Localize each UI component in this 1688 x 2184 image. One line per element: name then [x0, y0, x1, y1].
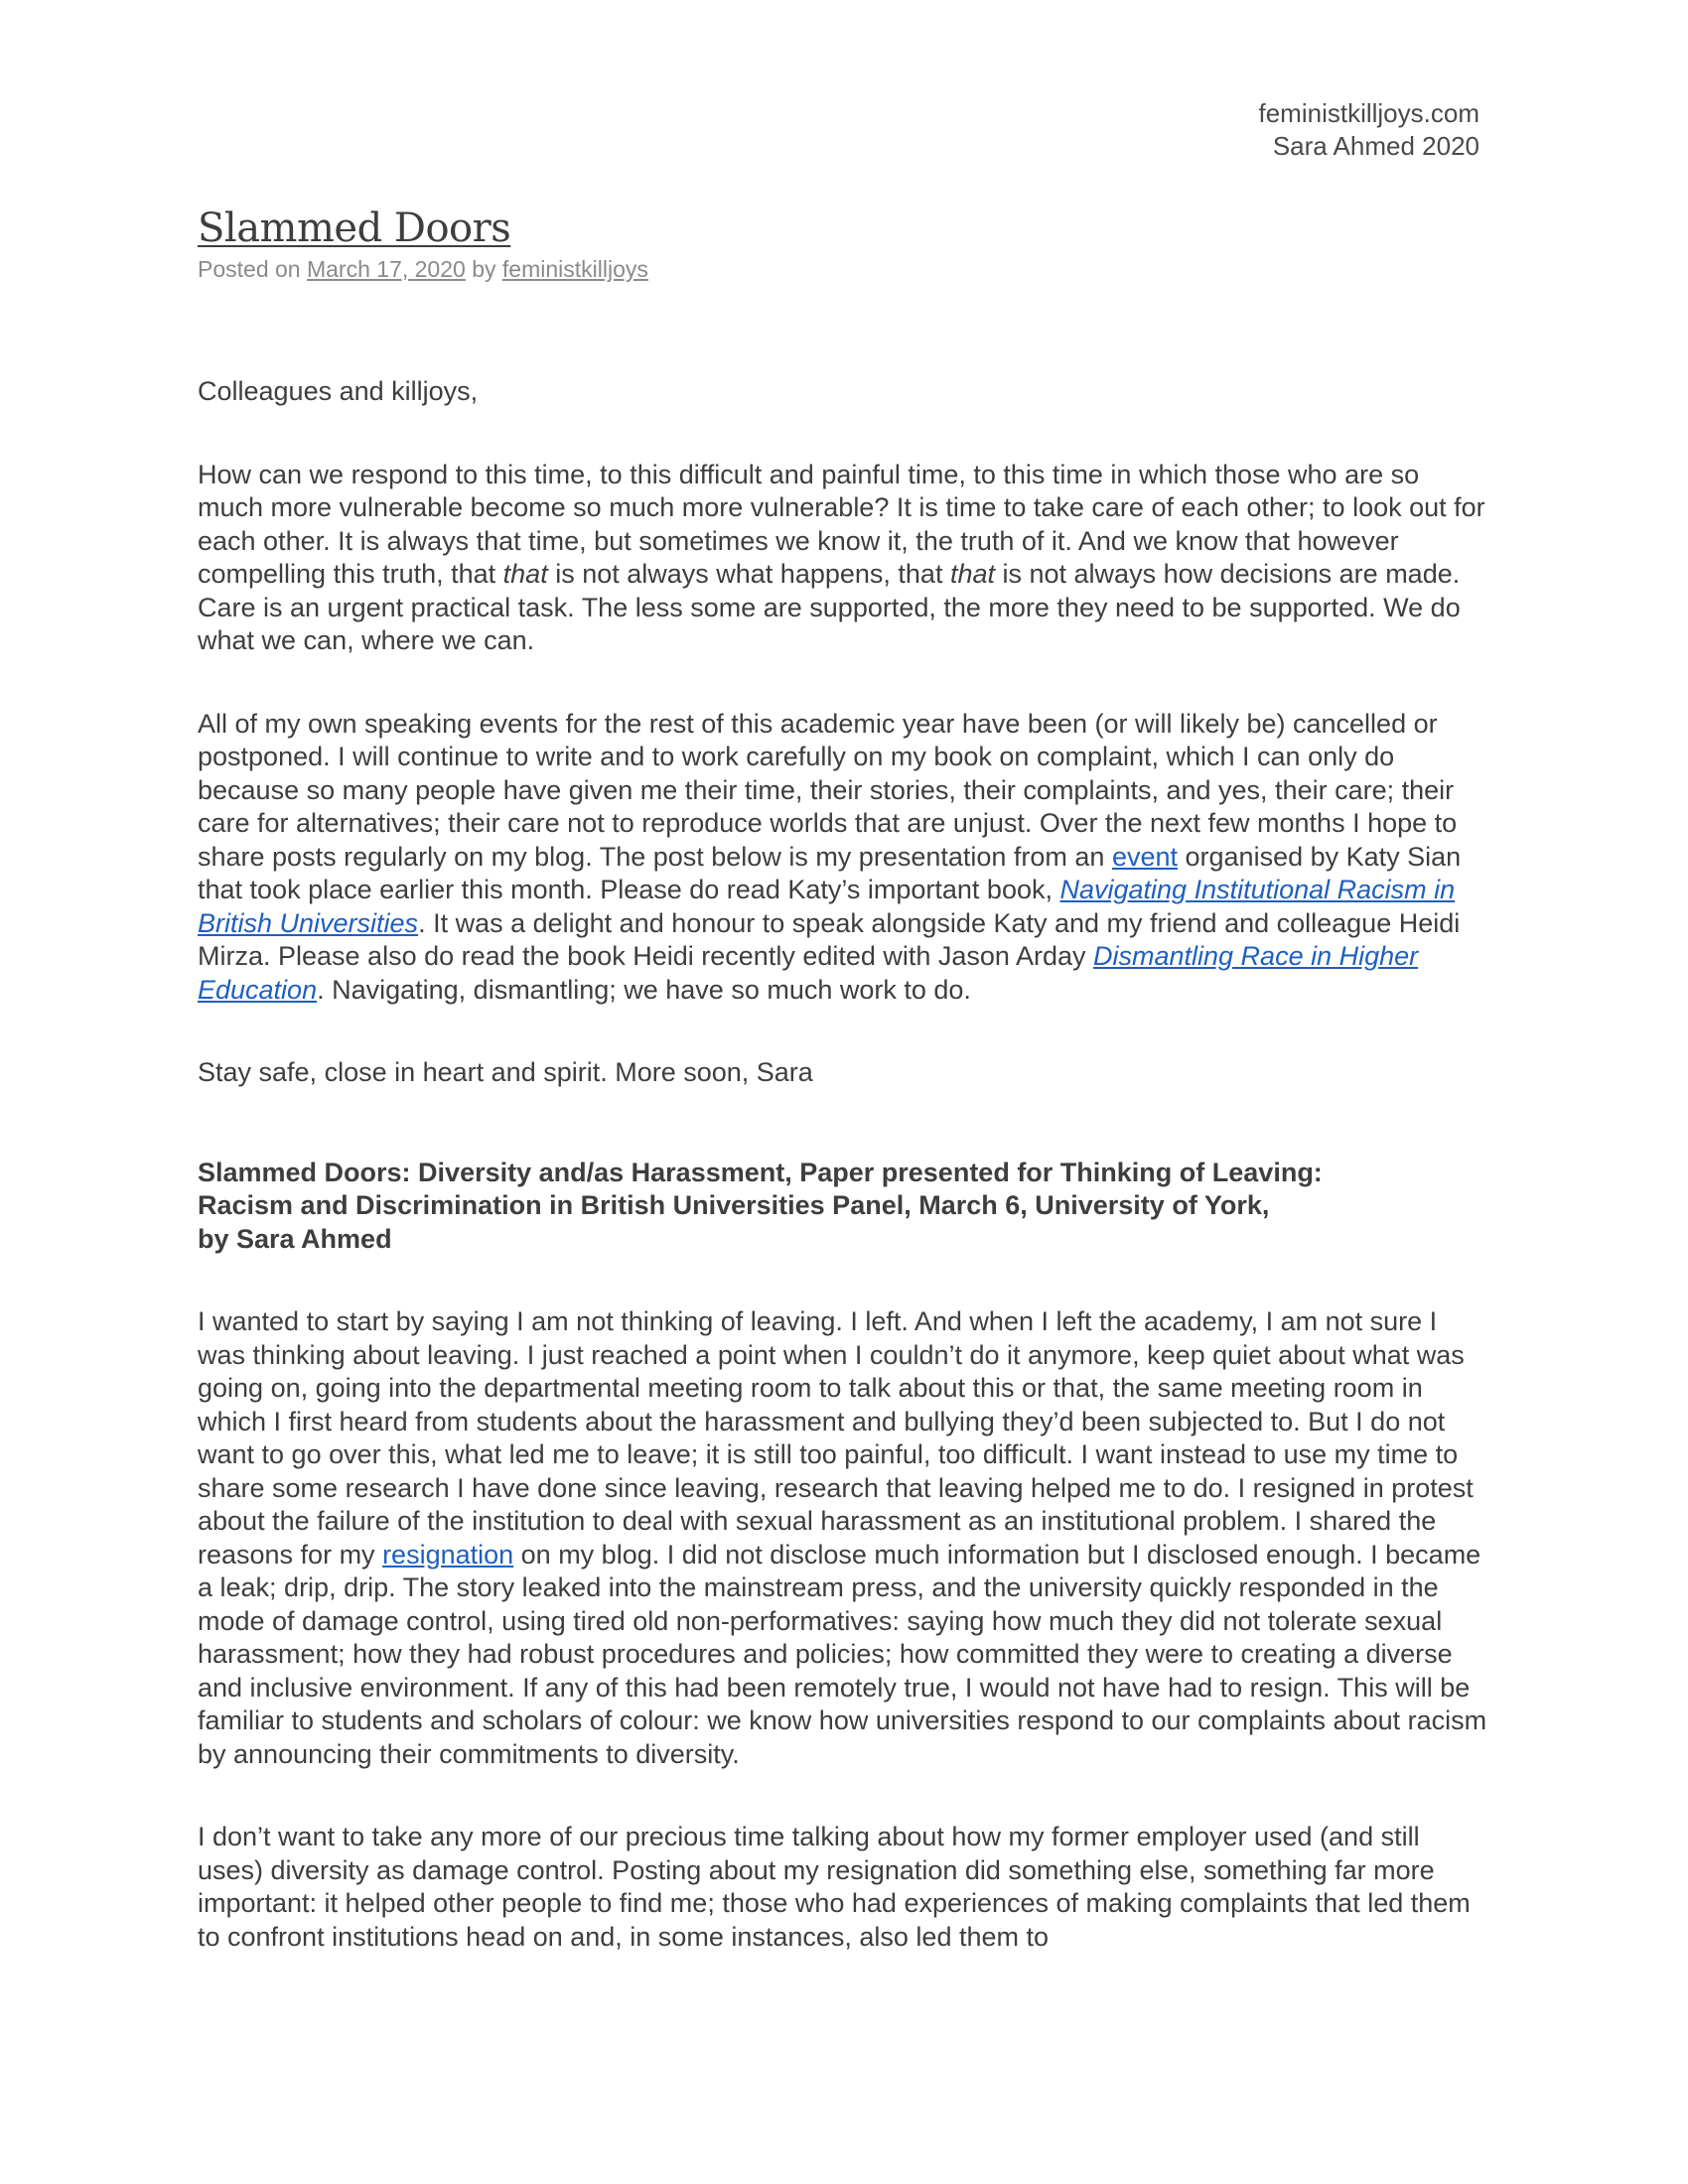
p1-emphasis-1: that [502, 559, 548, 589]
paper-heading-line-3: by Sara Ahmed [198, 1223, 392, 1254]
p2-text-c: . It was a delight and honour to speak alongside Katy and my friend and colleague Heidi Mirza. Please also do read the book Heidi recently edited with Jason Arday [198, 907, 1461, 971]
paper-heading-line-2: Racism and Discrimination in British Universities Panel, March 6, University of York, [198, 1190, 1270, 1220]
post-meta [198, 254, 1490, 284]
meta-prefix: Posted on [198, 256, 301, 282]
p1-emphasis-2: that [949, 559, 995, 589]
paragraph-1 [198, 459, 1490, 658]
event-link[interactable]: event [1111, 841, 1179, 872]
post-author-link[interactable]: feministkilljoys [501, 256, 648, 282]
salutation: Colleagues and killjoys, [198, 376, 479, 406]
p1-text-c: is not always how decisions are made. Care is an urgent practical task. The less some are supported, the more they need to be supported. We do what we can, where we can. [198, 559, 1461, 655]
page-header [1259, 97, 1480, 163]
paper-heading-line-1: Slammed Doors: Diversity and/as Harassment, Paper presented for Thinking of Leaving: [198, 1157, 1323, 1187]
p1-text-a: How can we respond to this time, to this difficult and painful time, to this time in which those who are so much more vulnerable become so much more vulnerable? It is time to take care of each other; to look out for each other. It is always that time, but sometimes we know it, the truth of it. And we know that however compelling this truth, that [198, 459, 1485, 589]
resignation-link[interactable]: resignation [382, 1539, 514, 1570]
post-title[interactable]: Slammed Doors [198, 205, 511, 251]
p3-text-b: on my blog. I did not disclose much information but I disclosed enough. I became a leak; drip, drip. The story leaked into the mainstream press, and the university quickly responded in the mode of damage control, using tired old non-performatives: saying how much they did not tolerate sexual harassment; how they had robust procedures and policies; how committed they were to creating a diverse and inclusive environment. If any of this had been remotely true, I would not have had to resign. This will be familiar to students and scholars of colour: we know how universities respond to our complaints about racism by announcing their commitments to diversity. [198, 1539, 1487, 1769]
paragraph-4: I don’t want to take any more of our precious time talking about how my former employer used (and still uses) diversity as damage control. Posting about my resignation did something else, something far more important: it helped other people to find me; those who had experiences of making complaints that led them to confront institutions head on and, in some instances, also led them to [198, 1822, 1471, 1952]
author-year: Sara Ahmed 2020 [1272, 131, 1479, 161]
post-date-link[interactable]: March 17, 2020 [306, 256, 466, 282]
book-title-navigating: Navigating Institutional Racism in British Universities [198, 875, 1456, 938]
post-body [198, 375, 1490, 1954]
paragraph-2 [198, 708, 1490, 1008]
book-title-dismantling: Dismantling Race in Higher Education [198, 941, 1419, 1005]
paper-heading [198, 1157, 1490, 1257]
p2-text-a: All of my own speaking events for the rest of this academic year have been (or will likely be) cancelled or postponed. I will continue to write and to work carefully on my book on complaint, which I can only do because so many people have given me their time, their stories, their complaints, and yes, their care; their care for alternatives; their care not to reproduce worlds that are unjust. Over the next few months I hope to share posts regularly on my blog. The post below is my presentation from an [198, 708, 1458, 872]
meta-by: by [472, 256, 496, 282]
signoff: Stay safe, close in heart and spirit. More soon, Sara [198, 1057, 813, 1087]
p3-text-a: I wanted to start by saying I am not thinking of leaving. I left. And when I left the academy, I am not sure I was thinking about leaving. I just reached a point when I couldn’t do it anymore, keep quiet about what was going on, going into the departmental meeting room to talk about this or that, the same meeting room in which I first heard from students about the harassment and bullying they’d been subjected to. But I do not want to go over this, what led me to leave; it is still too painful, too difficult. I want instead to use my time to share some research I have done since leaving, research that leaving helped me to do. I resigned in protest about the failure of the institution to deal with sexual harassment as an institutional problem. I shared the reasons for my [198, 1306, 1474, 1570]
p2-text-b: organised by Katy Sian that took place earlier this month. Please do read Katy’s important book, [198, 841, 1462, 904]
post-content [198, 203, 1490, 1954]
paragraph-3 [198, 1305, 1490, 1771]
p2-text-d: . Navigating, dismantling; we have so much work to do. [317, 974, 971, 1005]
p1-text-b: is not always what happens, that [547, 559, 950, 589]
site-name: feministkilljoys.com [1258, 98, 1479, 128]
